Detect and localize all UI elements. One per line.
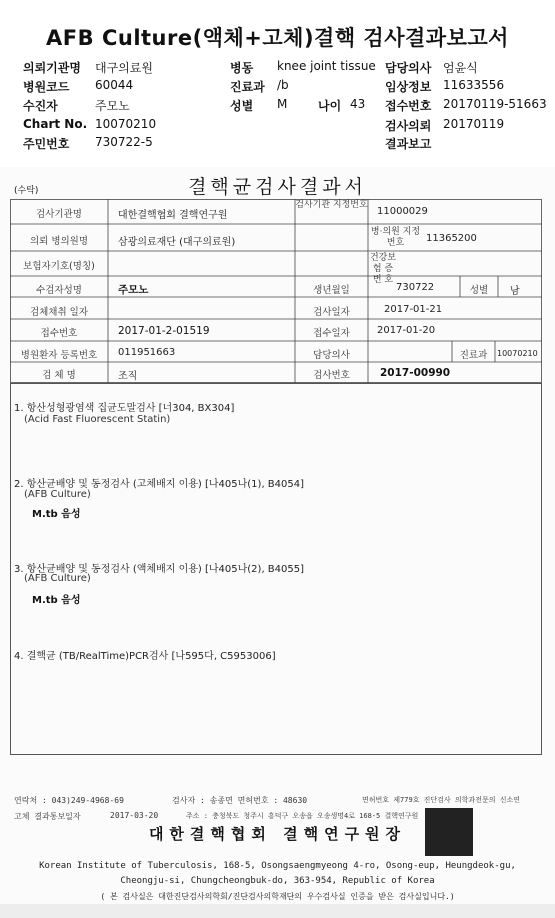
header-value: 11633556 bbox=[443, 78, 505, 92]
grid-label: 보험자기호(명칭) bbox=[23, 261, 95, 272]
grid-value: 2017-01-2-01519 bbox=[118, 325, 210, 337]
header-label: 주민번호 bbox=[23, 137, 70, 151]
institute-address-en: Cheongju-si, Chungcheongbuk-do, 363-954, Republic of Korea bbox=[120, 876, 435, 886]
header-value: /b bbox=[277, 78, 289, 92]
footer-contact: 연락처 : 043)249-4968-69 bbox=[14, 796, 124, 805]
header-label: 진료과 bbox=[230, 80, 265, 94]
page-bottom-strip bbox=[0, 904, 555, 918]
grid-label: 검사번호 bbox=[313, 370, 350, 381]
grid-value: 10070210 bbox=[497, 349, 538, 358]
footer-report-date-label: 고체 결과통보일자 bbox=[14, 812, 81, 821]
test-item-subtitle: (AFB Culture) bbox=[24, 489, 91, 500]
header-value: 730722-5 bbox=[95, 135, 153, 149]
test-item-subtitle: (Acid Fast Fluorescent Statin) bbox=[24, 414, 171, 425]
header-label: 임상정보 bbox=[385, 80, 432, 94]
grid-label: 생년월일 bbox=[313, 285, 350, 296]
official-seal bbox=[425, 808, 473, 856]
grid-label: 의뢰 병의원명 bbox=[29, 236, 89, 247]
test-item-title: 3. 항산균배양 및 동정검사 (액체배지 이용) [나405나(2), B4055] bbox=[14, 564, 305, 575]
footer-address: 주소 : 충청북도 청주시 흥덕구 오송읍 오송생명4로 168-5 결핵연구원 bbox=[186, 812, 419, 820]
grid-label: 검사기관 지정번호 bbox=[295, 200, 368, 210]
header-label: 수진자 bbox=[23, 99, 58, 113]
grid-label: 병·의원 지정번호 bbox=[370, 227, 421, 248]
header-label: 병원코드 bbox=[23, 80, 70, 94]
grid-label: 병원환자 등록번호 bbox=[20, 350, 98, 361]
header-value: M bbox=[277, 97, 288, 111]
grid-value: 011951663 bbox=[118, 347, 176, 358]
test-item-title: 2. 항산균배양 및 동정검사 (고체배지 이용) [나405나(1), B4054] bbox=[14, 479, 305, 490]
grid-label: 검 체 명 bbox=[42, 370, 76, 381]
header-value: 60044 bbox=[95, 78, 134, 92]
header-value: 주모노 bbox=[95, 99, 130, 113]
institute-address-en: Korean Institute of Tuberculosis, 168-5, Osongsaengmyeong 4-ro, Osong-eup, Heungdeok-gu, bbox=[39, 861, 516, 871]
grid-value: 2017-00990 bbox=[380, 367, 451, 379]
certification-notice: ( 본 검사실은 대한진단검사의학회/진단검사의학재단의 우수검사실 인증을 받은 검사실입니다.) bbox=[100, 892, 455, 901]
grid-label: 검사기관명 bbox=[36, 209, 82, 220]
grid-value: 2017-01-21 bbox=[384, 304, 443, 315]
footer-report-date: 2017-03-20 bbox=[110, 811, 159, 820]
grid-value: 조직 bbox=[118, 371, 138, 382]
grid-value: 주모노 bbox=[118, 284, 149, 296]
grid-value: 11365200 bbox=[426, 233, 477, 244]
grid-label: 성별 bbox=[469, 285, 489, 296]
footer-examiner: 검사자 : 송종면 면허번호 : 48630 bbox=[172, 796, 308, 805]
grid-label: 진료과 bbox=[459, 350, 488, 361]
header-label: 나이 bbox=[318, 99, 342, 113]
institute-name: 대한결핵협회 결핵연구원장 bbox=[148, 825, 407, 843]
header-label: 결과보고 bbox=[385, 137, 432, 151]
header-value: 20170119-51663 bbox=[443, 97, 547, 111]
test-result: M.tb 음성 bbox=[32, 509, 81, 520]
grid-label: 접수일자 bbox=[313, 328, 350, 339]
copy-mark: (수탁) bbox=[14, 186, 39, 196]
header-label: 성별 bbox=[230, 99, 254, 113]
header-label: 의뢰기관명 bbox=[23, 61, 81, 75]
grid-value: 삼광의료재단 (대구의료원) bbox=[118, 237, 236, 248]
grid-label: 수검자성명 bbox=[36, 285, 82, 296]
report-title: AFB Culture(액체+고체)결핵 검사결과보고서 bbox=[46, 26, 509, 50]
footer-license: 면허번호 제779호 진단검사 의학과전문의 신소연 bbox=[362, 796, 520, 804]
grid-value: 730722 bbox=[396, 282, 435, 293]
grid-label: 검체채취 일자 bbox=[29, 307, 89, 318]
header-value: 엄윤식 bbox=[443, 61, 478, 75]
header-value: 대구의료원 bbox=[95, 61, 153, 75]
header-label: 담당의사 bbox=[385, 61, 432, 75]
test-result: M.tb 음성 bbox=[32, 595, 81, 606]
grid-value: 남 bbox=[510, 286, 520, 297]
grid-label: 건강보험 증 번 호 bbox=[369, 253, 397, 285]
header-value: 20170119 bbox=[443, 117, 505, 131]
grid-value: 2017-01-20 bbox=[377, 325, 436, 336]
grid-label: 담당의사 bbox=[313, 350, 350, 361]
header-value: 10070210 bbox=[95, 117, 157, 131]
grid-label: 접수번호 bbox=[40, 328, 78, 339]
scan-title: 결핵균검사결과서 bbox=[188, 176, 367, 198]
grid-value: 11000029 bbox=[377, 206, 428, 217]
test-item-title: 4. 결핵균 (TB/RealTime)PCR검사 [나595다, C5953006] bbox=[14, 651, 276, 662]
test-item-subtitle: (AFB Culture) bbox=[24, 573, 91, 584]
test-item-title: 1. 항산성형광염색 집균도말검사 [너304, BX304] bbox=[14, 403, 235, 414]
grid-label: 검사일자 bbox=[313, 307, 350, 318]
header-value: 43 bbox=[350, 97, 366, 111]
grid-value: 대한결핵협회 결핵연구원 bbox=[118, 210, 228, 221]
header-label: 접수번호 bbox=[385, 99, 432, 113]
header-label: Chart No. bbox=[23, 117, 88, 131]
header-label: 병동 bbox=[230, 61, 254, 75]
header-label: 검사의뢰 bbox=[385, 119, 432, 133]
header-value: knee joint tissue bbox=[277, 59, 376, 73]
